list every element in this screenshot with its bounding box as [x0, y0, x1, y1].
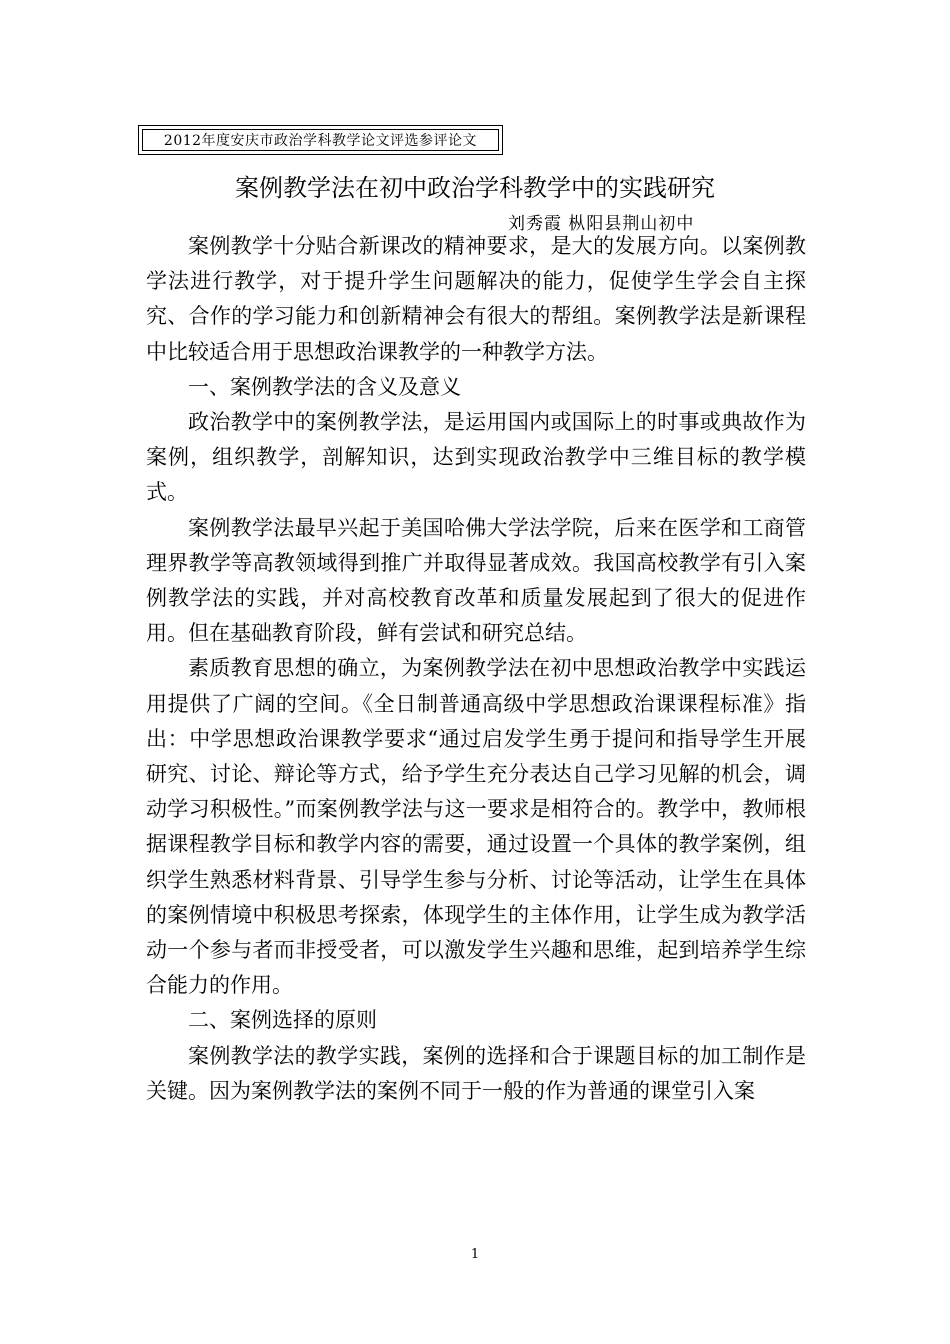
page-number: 1	[470, 1247, 480, 1262]
paragraph: 案例教学十分贴合新课改的精神要求，是大的发展方向。以案例教学法进行教学，对于提升学生问题解决的能力，促使学生学会自主探究、合作的学习能力和创新精神会有很大的帮组。案例教学法是新课程中比较适合用于思想政治课教学的一种教学方法。	[146, 234, 806, 364]
author-byline: 刘秀霞 枞阳县荆山初中	[508, 214, 695, 234]
body-text	[146, 229, 806, 1109]
paragraph: 案例教学法最早兴起于美国哈佛大学法学院，后来在医学和工商管理界教学等高教领域得到推广并取得显著成效。我国高校教学有引入案例教学法的实践，并对高校教育改革和质量发展起到了很大的促进作用。但在基础教育阶段，鲜有尝试和研究总结。	[146, 515, 806, 646]
section-heading: 一、案例教学法的含义及意义	[188, 374, 461, 399]
paragraph: 案例教学法的教学实践，案例的选择和合于课题目标的加工制作是关键。因为案例教学法的案例不同于一般的作为普通的课堂引入案	[146, 1043, 806, 1103]
paragraph: 素质教育思想的确立，为案例教学法在初中思想政治教学中实践运用提供了广阔的空间。《全日制普通高级中学思想政治课课程标准》指出：中学思想政治课教学要求“通过启发学生勇于提问和指导学生开展研究、讨论、辩论等方式，给予学生充分表达自己学习见解的机会，调动学习积极性。”而案例教学法与这一要求是相符合的。教学中，教师根据课程教学目标和教学内容的需要，通过设置一个具体的教学案例，组织学生熟悉材料背景、引导学生参与分析、讨论等活动，让学生在具体的案例情境中积极思考探索，体现学生的主体作用，让学生成为教学活动一个参与者而非授受者，可以激发学生兴趣和思维，起到培养学生综合能力的作用。	[146, 656, 806, 998]
paragraph: 政治教学中的案例教学法，是运用国内或国际上的时事或典故作为案例，组织教学，剖解知识，达到实现政治教学中三维目标的教学模式。	[146, 410, 806, 505]
document-title: 案例教学法在初中政治学科教学中的实践研究	[235, 174, 715, 202]
section-heading: 二、案例选择的原则	[188, 1008, 377, 1033]
header-tag-box: 2012年度安庆市政治学科教学论文评选参评论文	[138, 125, 503, 155]
